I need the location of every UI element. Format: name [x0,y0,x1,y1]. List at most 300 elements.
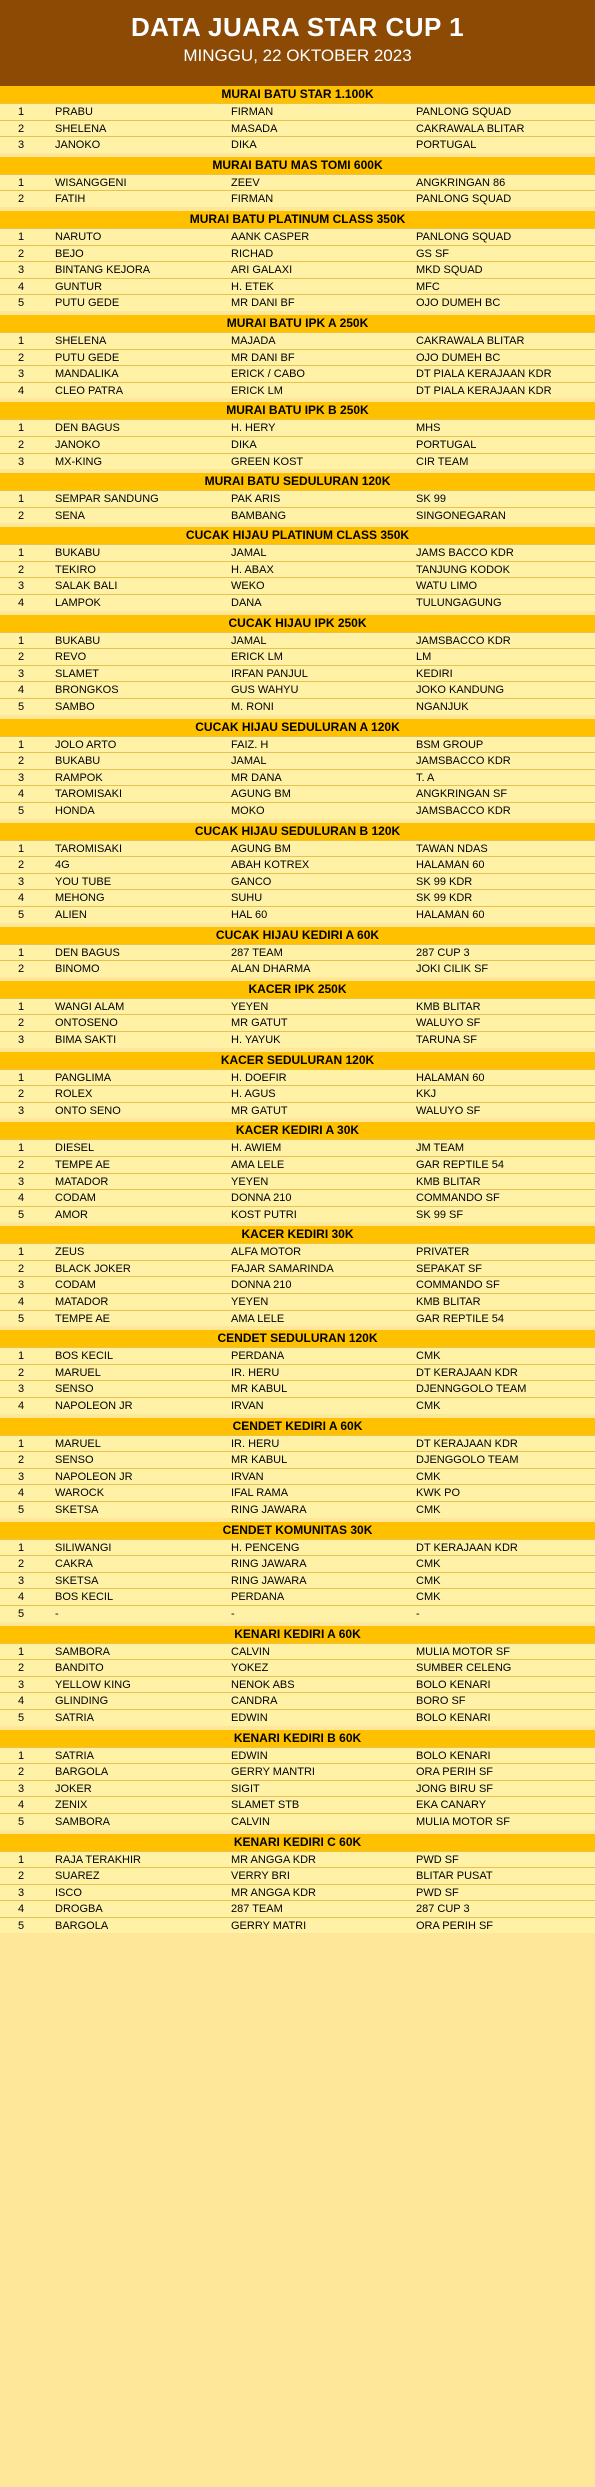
owner-cell: SIGIT [231,1782,260,1795]
bird-name-cell: TEMPE AE [55,1158,111,1171]
team-cell: GS SF [416,247,450,260]
result-row [0,1243,595,1260]
category-title: CENDET KOMUNITAS 30K [0,1522,595,1539]
rank-cell: 4 [18,1400,25,1413]
result-row [0,1435,595,1452]
rank-cell: 5 [18,805,25,817]
result-row [0,1310,595,1327]
owner-cell: H. PENCENG [231,1541,300,1554]
team-cell: CMK [416,1591,441,1604]
owner-cell: DONNA 210 [231,1279,292,1292]
rank-cell: 4 [18,1591,25,1604]
owner-cell: YEYEN [231,1000,269,1013]
owner-cell: - [231,1607,235,1620]
result-row [0,1796,595,1813]
owner-cell: GUS WAHYU [231,684,299,697]
owner-cell: RICHAD [231,247,274,260]
result-row [0,889,595,906]
rank-cell: 4 [18,892,25,905]
team-cell: ANGKRINGAN 86 [416,176,506,189]
category-title: KACER KEDIRI A 30K [0,1122,595,1139]
bird-name-cell: SENA [55,509,85,522]
result-row [0,453,595,470]
category-section [0,981,595,1048]
result-row [0,1539,595,1556]
category-section [0,157,595,207]
owner-cell: PAK ARIS [231,493,281,506]
result-row [0,228,595,245]
owner-cell: H. HERY [231,422,276,435]
rank-cell: 3 [18,1383,25,1396]
owner-cell: GANCO [231,875,272,888]
team-cell: PRIVATER [416,1246,470,1259]
rank-cell: 4 [18,1487,25,1500]
team-cell: MHS [416,422,441,435]
owner-cell: VERRY BRI [231,1870,290,1883]
category-section [0,315,595,398]
result-row [0,632,595,649]
team-cell: MKD SQUAD [416,264,483,277]
team-cell: JAMS BACCO KDR [416,547,514,560]
result-row [0,1031,595,1048]
team-cell: COMMANDO SF [416,1279,500,1292]
owner-cell: H. AGUS [231,1088,276,1101]
rank-cell: 3 [18,1886,25,1899]
owner-cell: JAMAL [231,634,267,647]
owner-cell: DIKA [231,438,257,451]
rank-cell: 2 [18,1662,25,1675]
bird-name-cell: JOKER [55,1782,92,1795]
owner-cell: MR ANGGA KDR [231,1886,316,1899]
result-row [0,544,595,561]
owner-cell: AANK CASPER [231,230,310,243]
owner-cell: AMA LELE [231,1158,285,1171]
rank-cell: 2 [18,1017,25,1030]
category-section [0,86,595,153]
category-title: CENDET KEDIRI A 60K [0,1418,595,1435]
rank-cell: 2 [18,651,25,664]
result-row [0,190,595,207]
result-row [0,998,595,1015]
owner-cell: IR. HERU [231,1437,280,1450]
result-row [0,1605,595,1622]
result-row [0,1102,595,1119]
result-row [0,294,595,311]
owner-cell: ZEEV [231,176,260,189]
bird-name-cell: ALIEN [55,908,87,921]
team-cell: HALAMAN 60 [416,859,485,872]
owner-cell: ABAH KOTREX [231,859,310,872]
team-cell: CMK [416,1558,441,1571]
owner-cell: GREEN KOST [231,455,304,468]
team-cell: CMK [416,1504,441,1516]
owner-cell: MASADA [231,122,278,135]
team-cell: WALUYO SF [416,1017,481,1030]
result-row [0,1260,595,1277]
owner-cell: MAJADA [231,334,276,347]
team-cell: PANLONG SQUAD [416,193,512,206]
rank-cell: 3 [18,580,25,593]
bird-name-cell: - [55,1607,59,1620]
team-cell: PWD SF [416,1886,459,1899]
rank-cell: 5 [18,908,25,921]
rank-cell: 4 [18,684,25,697]
rank-cell: 1 [18,1541,25,1554]
rank-cell: 2 [18,963,25,976]
owner-cell: MR ANGGA KDR [231,1853,316,1866]
bird-name-cell: BRONGKOS [55,684,119,697]
team-cell: SK 99 SF [416,1208,464,1221]
team-cell: TANJUNG KODOK [416,563,510,576]
category-title: CUCAK HIJAU PLATINUM CLASS 350K [0,527,595,544]
team-cell: MULIA MOTOR SF [416,1645,510,1658]
result-row [0,278,595,295]
bird-name-cell: BOS KECIL [55,1350,114,1363]
owner-cell: FIRMAN [231,193,274,206]
result-row [0,1139,595,1156]
team-cell: DT KERAJAAN KDR [416,1437,518,1450]
bird-name-cell: SHELENA [55,334,107,347]
owner-cell: ERICK LM [231,651,283,664]
team-cell: ANGKRINGAN SF [416,788,508,801]
team-cell: TULUNGAGUNG [416,597,502,610]
rank-cell: 2 [18,859,25,872]
owner-cell: EDWIN [231,1749,268,1762]
team-cell: DJENGGOLO TEAM [416,1454,519,1467]
category-section [0,527,595,610]
team-cell: T. A [416,771,435,784]
bird-name-cell: WISANGGENI [55,176,127,189]
bird-name-cell: YOU TUBE [55,875,112,888]
rank-cell: 1 [18,1000,25,1013]
owner-cell: H. ETEK [231,280,274,293]
owner-cell: CALVIN [231,1815,270,1828]
team-cell: SUMBER CELENG [416,1662,512,1675]
team-cell: WALUYO SF [416,1104,481,1117]
rank-cell: 2 [18,1366,25,1379]
result-row [0,1900,595,1917]
rank-cell: 5 [18,1815,25,1828]
bird-name-cell: CLEO PATRA [55,384,124,397]
result-row [0,349,595,366]
result-row [0,136,595,153]
rank-cell: 1 [18,842,25,855]
result-row [0,490,595,507]
rank-cell: 4 [18,1192,25,1205]
owner-cell: WEKO [231,580,265,593]
bird-name-cell: SLAMET [55,667,100,680]
rank-cell: 1 [18,1071,25,1084]
bird-name-cell: YELLOW KING [55,1678,131,1691]
owner-cell: PERDANA [231,1350,285,1363]
owner-cell: 287 TEAM [231,946,283,959]
team-cell: DT PIALA KERAJAAN KDR [416,384,552,397]
result-row [0,856,595,873]
rank-cell: 2 [18,247,25,260]
team-cell: DT PIALA KERAJAAN KDR [416,368,552,381]
result-row [0,261,595,278]
bird-name-cell: RAJA TERAKHIR [55,1853,141,1866]
rank-cell: 2 [18,563,25,576]
category-section [0,1330,595,1413]
owner-cell: H. DOEFIR [231,1071,287,1084]
rank-cell: 3 [18,1279,25,1292]
bird-name-cell: NAPOLEON JR [55,1400,133,1413]
rank-cell: 1 [18,230,25,243]
results-list [0,86,595,1933]
team-cell: MULIA MOTOR SF [416,1815,510,1828]
team-cell: GAR REPTILE 54 [416,1158,505,1171]
bird-name-cell: ISCO [55,1886,82,1899]
rank-cell: 3 [18,139,25,152]
rank-cell: 2 [18,193,25,206]
result-row [0,840,595,857]
result-row [0,103,595,120]
team-cell: JOKI CILIK SF [416,963,489,976]
category-title: CUCAK HIJAU SEDULURAN B 120K [0,823,595,840]
team-cell: SK 99 KDR [416,892,473,905]
result-row [0,1780,595,1797]
category-title: KACER IPK 250K [0,981,595,998]
rank-cell: 2 [18,1454,25,1467]
owner-cell: GERRY MANTRI [231,1766,315,1779]
owner-cell: MR KABUL [231,1454,288,1467]
bird-name-cell: DIESEL [55,1142,95,1155]
team-cell: WATU LIMO [416,580,478,593]
team-cell: ORA PERIH SF [416,1766,494,1779]
rank-cell: 1 [18,1749,25,1762]
owner-cell: IRFAN PANJUL [231,667,308,680]
result-row [0,419,595,436]
rank-cell: 3 [18,1470,25,1483]
owner-cell: MR DANI BF [231,351,295,364]
result-row [0,332,595,349]
team-cell: SK 99 [416,493,446,506]
team-cell: JONG BIRU SF [416,1782,494,1795]
owner-cell: MR GATUT [231,1104,288,1117]
bird-name-cell: DEN BAGUS [55,946,120,959]
owner-cell: YEYEN [231,1175,269,1188]
rank-cell: 1 [18,422,25,435]
result-row [0,1364,595,1381]
bird-name-cell: BUKABU [55,547,101,560]
team-cell: BOLO KENARI [416,1678,491,1691]
result-row [0,1747,595,1764]
team-cell: HALAMAN 60 [416,908,485,921]
category-title: KACER SEDULURAN 120K [0,1052,595,1069]
rank-cell: 1 [18,547,25,560]
bird-name-cell: REVO [55,651,87,664]
bird-name-cell: JANOKO [55,438,101,451]
result-row [0,1867,595,1884]
result-row [0,752,595,769]
bird-name-cell: SENSO [55,1383,94,1396]
category-section [0,1122,595,1222]
result-row [0,1851,595,1868]
team-cell: MFC [416,280,440,293]
team-cell: CIR TEAM [416,455,469,468]
category-title: CUCAK HIJAU IPK 250K [0,615,595,632]
rank-cell: 3 [18,455,25,468]
result-row [0,665,595,682]
team-cell: PANLONG SQUAD [416,230,512,243]
category-title: CUCAK HIJAU SEDULURAN A 120K [0,719,595,736]
rank-cell: 4 [18,1903,25,1916]
rank-cell: 2 [18,1088,25,1101]
team-cell: TARUNA SF [416,1033,477,1046]
category-section [0,1226,595,1326]
category-section [0,211,595,311]
result-row [0,1763,595,1780]
result-row [0,365,595,382]
result-row [0,174,595,191]
rank-cell: 2 [18,509,25,522]
owner-cell: ARI GALAXI [231,264,293,277]
bird-name-cell: CODAM [55,1192,96,1205]
rank-cell: 5 [18,1919,25,1932]
owner-cell: YOKEZ [231,1662,269,1675]
team-cell: BOLO KENARI [416,1711,491,1724]
category-section [0,1522,595,1622]
rank-cell: 5 [18,701,25,714]
rank-cell: 3 [18,1678,25,1691]
result-row [0,1588,595,1605]
rank-cell: 1 [18,1853,25,1866]
bird-name-cell: BEJO [55,247,84,260]
result-row [0,594,595,611]
result-row [0,960,595,977]
rank-cell: 1 [18,106,25,118]
rank-cell: 2 [18,755,25,768]
team-cell: SK 99 KDR [416,875,473,888]
team-cell: CMK [416,1574,441,1587]
bird-name-cell: DEN BAGUS [55,422,120,435]
bird-name-cell: ZENIX [55,1799,88,1812]
bird-name-cell: GLINDING [55,1695,109,1708]
rank-cell: 4 [18,597,25,610]
owner-cell: HAL 60 [231,908,268,921]
result-row [0,1276,595,1293]
owner-cell: MR KABUL [231,1383,288,1396]
team-cell: CMK [416,1470,441,1483]
owner-cell: H. YAYUK [231,1033,281,1046]
category-section [0,1418,595,1518]
owner-cell: FIRMAN [231,106,274,118]
owner-cell: ALFA MOTOR [231,1246,302,1259]
owner-cell: PERDANA [231,1591,285,1604]
bird-name-cell: ONTOSENO [55,1017,118,1030]
team-cell: OJO DUMEH BC [416,351,501,364]
owner-cell: MOKO [231,805,265,817]
rank-cell: 5 [18,1711,25,1724]
result-row [0,1451,595,1468]
category-title: MURAI BATU STAR 1.100K [0,86,595,103]
bird-name-cell: SAMBO [55,701,95,714]
bird-name-cell: JANOKO [55,139,101,152]
bird-name-cell: WANGI ALAM [55,1000,125,1013]
team-cell: CAKRAWALA BLITAR [416,334,525,347]
owner-cell: RING JAWARA [231,1504,307,1516]
bird-name-cell: SEMPAR SANDUNG [55,493,159,506]
bird-name-cell: BARGOLA [55,1766,109,1779]
owner-cell: AGUNG BM [231,842,291,855]
category-title: CUCAK HIJAU KEDIRI A 60K [0,927,595,944]
bird-name-cell: ONTO SENO [55,1104,121,1117]
rank-cell: 3 [18,1574,25,1587]
bird-name-cell: SHELENA [55,122,107,135]
rank-cell: 4 [18,384,25,397]
rank-cell: 2 [18,351,25,364]
owner-cell: MR GATUT [231,1017,288,1030]
bird-name-cell: GUNTUR [55,280,103,293]
bird-name-cell: MATADOR [55,1175,109,1188]
category-title: KENARI KEDIRI B 60K [0,1730,595,1747]
result-row [0,1156,595,1173]
result-row [0,1692,595,1709]
category-section [0,615,595,715]
team-cell: JAMSBACCO KDR [416,805,511,817]
bird-name-cell: MX-KING [55,455,103,468]
bird-name-cell: DROGBA [55,1903,103,1916]
result-row [0,1709,595,1726]
result-row [0,1501,595,1518]
rank-cell: 4 [18,1695,25,1708]
bird-name-cell: PUTU GEDE [55,297,120,310]
category-section [0,1834,595,1934]
owner-cell: MR DANA [231,771,282,784]
rank-cell: 2 [18,1558,25,1571]
bird-name-cell: NAPOLEON JR [55,1470,133,1483]
owner-cell: IRVAN [231,1470,264,1483]
result-row [0,1659,595,1676]
rank-cell: 3 [18,667,25,680]
result-row [0,577,595,594]
rank-cell: 3 [18,368,25,381]
owner-cell: FAJAR SAMARINDA [231,1262,334,1275]
bird-name-cell: SUAREZ [55,1870,100,1883]
owner-cell: H. AWIEM [231,1142,282,1155]
rank-cell: 5 [18,1208,25,1221]
team-cell: 287 CUP 3 [416,946,470,959]
bird-name-cell: MARUEL [55,1366,101,1379]
rank-cell: 5 [18,1312,25,1325]
category-title: MURAI BATU IPK B 250K [0,402,595,419]
owner-cell: RING JAWARA [231,1558,307,1571]
rank-cell: 1 [18,1350,25,1363]
team-cell: CMK [416,1400,441,1413]
result-row [0,1189,595,1206]
team-cell: EKA CANARY [416,1799,487,1812]
rank-cell: 2 [18,1870,25,1883]
bird-name-cell: MARUEL [55,1437,101,1450]
category-section [0,402,595,469]
team-cell: GAR REPTILE 54 [416,1312,505,1325]
rank-cell: 3 [18,1175,25,1188]
team-cell: KEDIRI [416,667,453,680]
result-row [0,1555,595,1572]
owner-cell: ALAN DHARMA [231,963,311,976]
owner-cell: BAMBANG [231,509,287,522]
bird-name-cell: SENSO [55,1454,94,1467]
bird-name-cell: SKETSA [55,1504,99,1516]
owner-cell: EDWIN [231,1711,268,1724]
rank-cell: 3 [18,1033,25,1046]
rank-cell: 4 [18,280,25,293]
category-title: CENDET SEDULURAN 120K [0,1330,595,1347]
team-cell: BOLO KENARI [416,1749,491,1762]
result-row [0,1397,595,1414]
team-cell: PORTUGAL [416,438,477,451]
